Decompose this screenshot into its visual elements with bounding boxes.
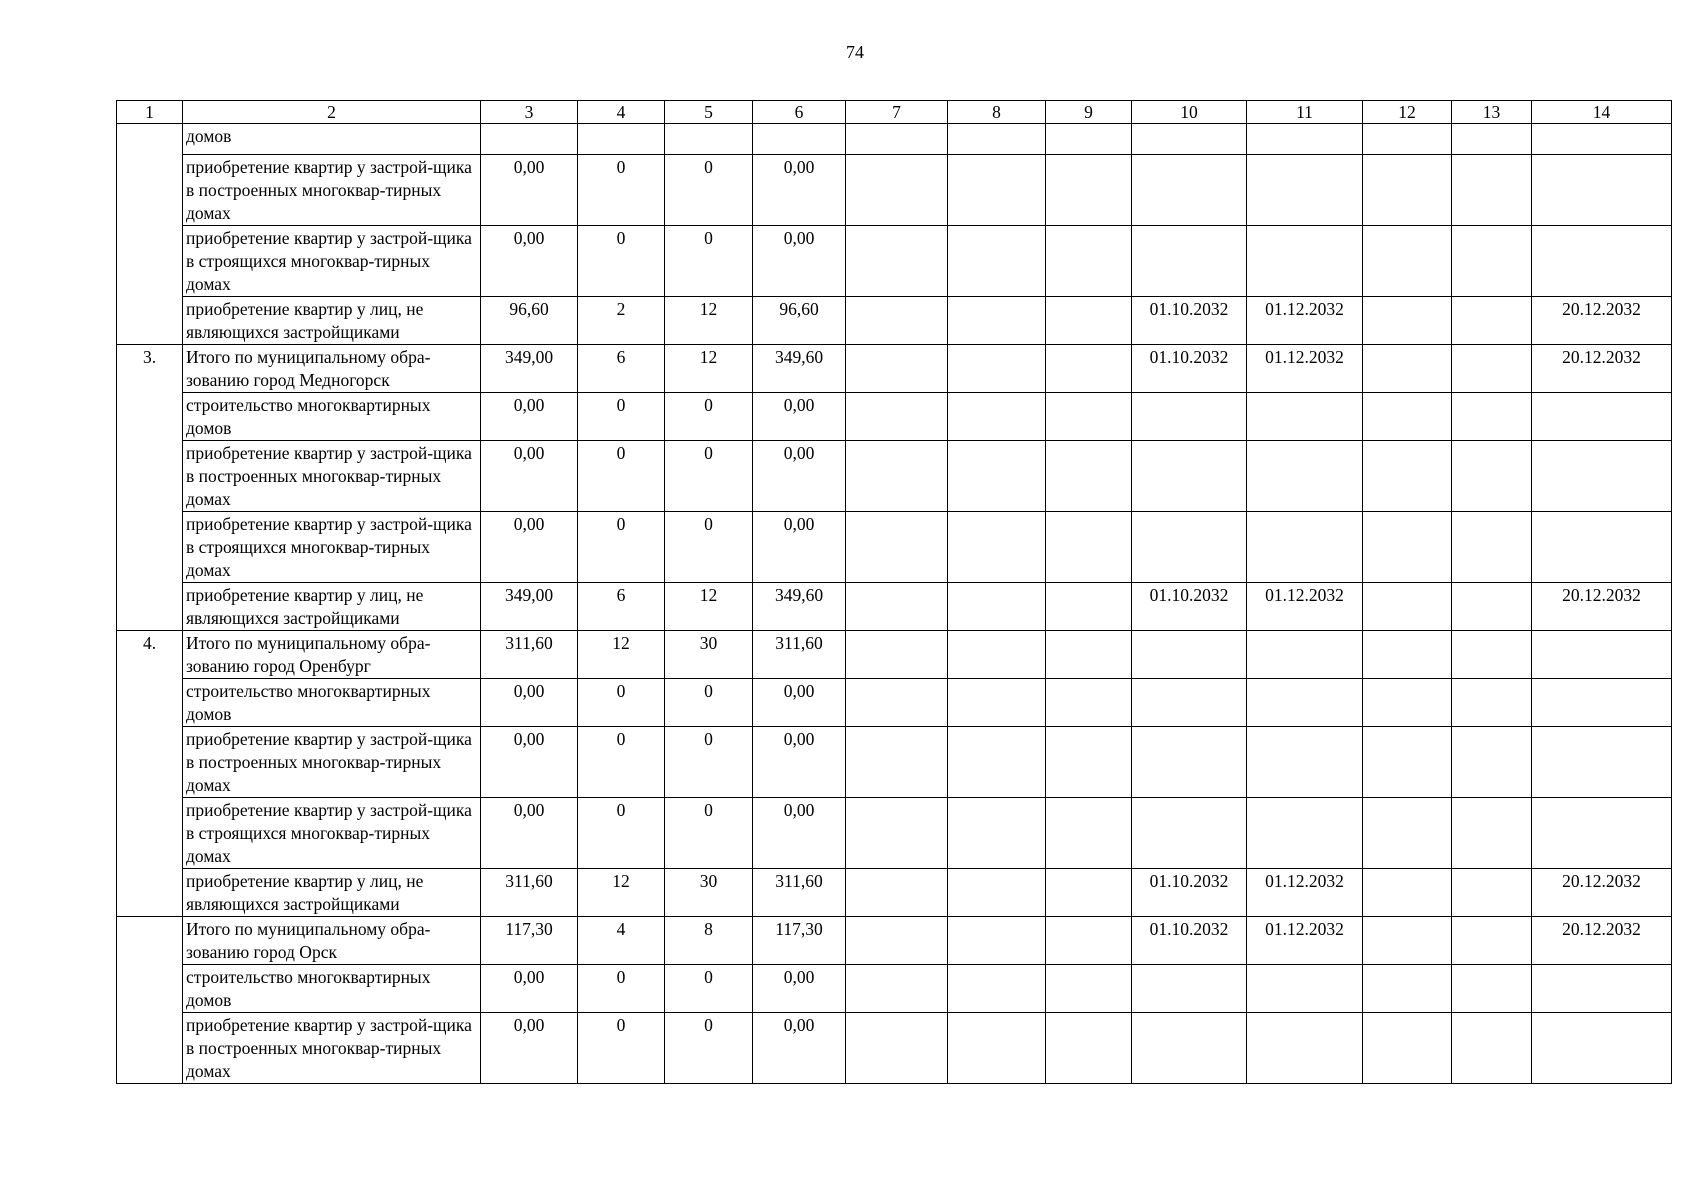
empty-cell	[1452, 583, 1532, 631]
count-cell: 0	[665, 965, 753, 1013]
count-cell: 0	[578, 965, 665, 1013]
date-cell: 01.10.2032	[1132, 583, 1247, 631]
count-cell: 6	[578, 583, 665, 631]
empty-cell	[1452, 441, 1532, 512]
count-cell: 12	[578, 869, 665, 917]
amount-cell	[753, 124, 846, 155]
column-header: 13	[1452, 101, 1532, 124]
empty-cell	[846, 869, 948, 917]
date-cell	[1532, 1013, 1672, 1084]
row-number-cell	[117, 917, 183, 1084]
column-number-row	[117, 101, 1672, 124]
empty-cell	[1452, 798, 1532, 869]
table-row	[117, 441, 1672, 512]
empty-cell	[1046, 631, 1132, 679]
count-cell: 0	[665, 798, 753, 869]
empty-cell	[1363, 124, 1452, 155]
date-cell	[1132, 1013, 1247, 1084]
empty-cell	[1046, 679, 1132, 727]
empty-cell	[1452, 869, 1532, 917]
description-cell: Итого по муниципальному обра-зованию город Оренбург	[183, 631, 481, 679]
empty-cell	[1363, 1013, 1452, 1084]
table-row	[117, 917, 1672, 965]
description-cell: домов	[183, 124, 481, 155]
description-cell: строительство многоквартирных домов	[183, 965, 481, 1013]
empty-cell	[1046, 155, 1132, 226]
empty-cell	[1046, 393, 1132, 441]
empty-cell	[1363, 345, 1452, 393]
empty-cell	[1046, 869, 1132, 917]
table-row	[117, 965, 1672, 1013]
amount-cell: 311,60	[753, 869, 846, 917]
empty-cell	[948, 155, 1046, 226]
table-row	[117, 297, 1672, 345]
date-cell: 20.12.2032	[1532, 297, 1672, 345]
date-cell	[1247, 965, 1363, 1013]
cost-cell: 0,00	[481, 798, 578, 869]
column-header: 1	[117, 101, 183, 124]
empty-cell	[1452, 393, 1532, 441]
amount-cell: 117,30	[753, 917, 846, 965]
empty-cell	[846, 965, 948, 1013]
empty-cell	[1363, 798, 1452, 869]
date-cell	[1132, 798, 1247, 869]
empty-cell	[1363, 679, 1452, 727]
amount-cell: 0,00	[753, 155, 846, 226]
count-cell: 0	[665, 1013, 753, 1084]
cost-cell: 0,00	[481, 512, 578, 583]
empty-cell	[948, 512, 1046, 583]
date-cell: 20.12.2032	[1532, 869, 1672, 917]
empty-cell	[1452, 965, 1532, 1013]
column-header: 5	[665, 101, 753, 124]
description-cell: приобретение квартир у застрой-щика в построенных многоквар-тирных домах	[183, 441, 481, 512]
date-cell: 01.10.2032	[1132, 297, 1247, 345]
empty-cell	[1452, 345, 1532, 393]
empty-cell	[948, 798, 1046, 869]
table-row	[117, 124, 1672, 155]
column-header: 11	[1247, 101, 1363, 124]
empty-cell	[1452, 226, 1532, 297]
empty-cell	[1046, 917, 1132, 965]
empty-cell	[948, 965, 1046, 1013]
empty-cell	[948, 441, 1046, 512]
description-cell: приобретение квартир у лиц, не являющихся застройщиками	[183, 869, 481, 917]
amount-cell: 96,60	[753, 297, 846, 345]
count-cell: 12	[665, 345, 753, 393]
date-cell	[1532, 631, 1672, 679]
count-cell: 4	[578, 917, 665, 965]
cost-cell: 0,00	[481, 1013, 578, 1084]
cost-cell	[481, 124, 578, 155]
cost-cell: 96,60	[481, 297, 578, 345]
empty-cell	[846, 727, 948, 798]
column-header: 12	[1363, 101, 1452, 124]
amount-cell: 0,00	[753, 1013, 846, 1084]
date-cell: 01.12.2032	[1247, 869, 1363, 917]
amount-cell: 0,00	[753, 226, 846, 297]
description-cell: приобретение квартир у лиц, не являющихся застройщиками	[183, 583, 481, 631]
empty-cell	[846, 1013, 948, 1084]
empty-cell	[1046, 965, 1132, 1013]
row-number-cell: 4.	[117, 631, 183, 917]
empty-cell	[1452, 631, 1532, 679]
empty-cell	[846, 512, 948, 583]
count-cell	[578, 124, 665, 155]
date-cell	[1247, 441, 1363, 512]
count-cell: 6	[578, 345, 665, 393]
date-cell	[1132, 155, 1247, 226]
empty-cell	[948, 124, 1046, 155]
empty-cell	[1046, 583, 1132, 631]
date-cell	[1247, 727, 1363, 798]
empty-cell	[948, 226, 1046, 297]
empty-cell	[1363, 226, 1452, 297]
column-header: 2	[183, 101, 481, 124]
count-cell: 12	[665, 583, 753, 631]
column-header: 14	[1532, 101, 1672, 124]
count-cell: 0	[665, 441, 753, 512]
table-row	[117, 631, 1672, 679]
empty-cell	[1363, 727, 1452, 798]
empty-cell	[948, 583, 1046, 631]
empty-cell	[1363, 631, 1452, 679]
date-cell: 01.12.2032	[1247, 345, 1363, 393]
description-cell: приобретение квартир у лиц, не являющихся застройщиками	[183, 297, 481, 345]
cost-cell: 0,00	[481, 727, 578, 798]
count-cell: 30	[665, 869, 753, 917]
date-cell: 01.10.2032	[1132, 869, 1247, 917]
date-cell	[1532, 798, 1672, 869]
description-cell: приобретение квартир у застрой-щика в строящихся многоквар-тирных домах	[183, 226, 481, 297]
count-cell: 0	[578, 512, 665, 583]
cost-cell: 349,00	[481, 345, 578, 393]
column-header: 8	[948, 101, 1046, 124]
amount-cell: 349,60	[753, 583, 846, 631]
empty-cell	[948, 631, 1046, 679]
empty-cell	[948, 679, 1046, 727]
date-cell	[1132, 441, 1247, 512]
count-cell: 0	[578, 226, 665, 297]
count-cell: 0	[578, 393, 665, 441]
empty-cell	[948, 1013, 1046, 1084]
amount-cell: 0,00	[753, 798, 846, 869]
table-row	[117, 798, 1672, 869]
empty-cell	[846, 917, 948, 965]
empty-cell	[1363, 965, 1452, 1013]
amount-cell: 0,00	[753, 727, 846, 798]
cost-cell: 0,00	[481, 393, 578, 441]
cost-cell: 0,00	[481, 155, 578, 226]
amount-cell: 0,00	[753, 441, 846, 512]
date-cell	[1532, 727, 1672, 798]
empty-cell	[846, 124, 948, 155]
empty-cell	[1363, 441, 1452, 512]
date-cell: 01.12.2032	[1247, 297, 1363, 345]
cost-cell: 311,60	[481, 869, 578, 917]
table-row	[117, 583, 1672, 631]
description-cell: строительство многоквартирных домов	[183, 679, 481, 727]
empty-cell	[846, 798, 948, 869]
count-cell: 0	[578, 798, 665, 869]
table-row	[117, 226, 1672, 297]
date-cell: 01.12.2032	[1247, 917, 1363, 965]
date-cell	[1132, 727, 1247, 798]
date-cell	[1532, 124, 1672, 155]
program-table	[116, 100, 1672, 1084]
cost-cell: 117,30	[481, 917, 578, 965]
count-cell: 12	[665, 297, 753, 345]
amount-cell: 311,60	[753, 631, 846, 679]
date-cell	[1247, 226, 1363, 297]
date-cell	[1532, 393, 1672, 441]
date-cell	[1132, 393, 1247, 441]
table-row	[117, 345, 1672, 393]
count-cell: 30	[665, 631, 753, 679]
amount-cell: 0,00	[753, 679, 846, 727]
amount-cell: 0,00	[753, 393, 846, 441]
empty-cell	[1046, 727, 1132, 798]
description-cell: приобретение квартир у застрой-щика в построенных многоквар-тирных домах	[183, 155, 481, 226]
date-cell	[1532, 965, 1672, 1013]
empty-cell	[948, 727, 1046, 798]
count-cell	[665, 124, 753, 155]
description-cell: приобретение квартир у застрой-щика в строящихся многоквар-тирных домах	[183, 512, 481, 583]
description-cell: приобретение квартир у застрой-щика в построенных многоквар-тирных домах	[183, 727, 481, 798]
empty-cell	[1452, 124, 1532, 155]
empty-cell	[846, 679, 948, 727]
date-cell: 20.12.2032	[1532, 583, 1672, 631]
empty-cell	[846, 297, 948, 345]
column-header: 10	[1132, 101, 1247, 124]
empty-cell	[948, 917, 1046, 965]
date-cell	[1247, 512, 1363, 583]
date-cell	[1132, 512, 1247, 583]
empty-cell	[1363, 393, 1452, 441]
cost-cell: 0,00	[481, 965, 578, 1013]
column-header: 3	[481, 101, 578, 124]
amount-cell: 0,00	[753, 512, 846, 583]
count-cell: 0	[665, 679, 753, 727]
column-header: 4	[578, 101, 665, 124]
count-cell: 0	[665, 727, 753, 798]
empty-cell	[1046, 124, 1132, 155]
empty-cell	[948, 869, 1046, 917]
empty-cell	[948, 345, 1046, 393]
cost-cell: 0,00	[481, 226, 578, 297]
empty-cell	[948, 297, 1046, 345]
date-cell: 01.10.2032	[1132, 917, 1247, 965]
date-cell	[1532, 512, 1672, 583]
description-cell: Итого по муниципальному обра-зованию город Медногорск	[183, 345, 481, 393]
empty-cell	[1046, 226, 1132, 297]
description-cell: приобретение квартир у застрой-щика в строящихся многоквар-тирных домах	[183, 798, 481, 869]
row-number-cell	[117, 124, 183, 345]
empty-cell	[846, 155, 948, 226]
count-cell: 0	[578, 441, 665, 512]
count-cell: 12	[578, 631, 665, 679]
date-cell	[1247, 679, 1363, 727]
empty-cell	[846, 345, 948, 393]
empty-cell	[948, 393, 1046, 441]
empty-cell	[1363, 917, 1452, 965]
date-cell	[1132, 226, 1247, 297]
empty-cell	[1046, 345, 1132, 393]
empty-cell	[1046, 441, 1132, 512]
count-cell: 0	[578, 679, 665, 727]
empty-cell	[846, 583, 948, 631]
empty-cell	[1363, 155, 1452, 226]
count-cell: 0	[665, 226, 753, 297]
page-number: 74	[846, 42, 864, 62]
count-cell: 0	[578, 155, 665, 226]
table-row	[117, 679, 1672, 727]
empty-cell	[846, 441, 948, 512]
empty-cell	[1452, 1013, 1532, 1084]
empty-cell	[846, 631, 948, 679]
date-cell: 01.10.2032	[1132, 345, 1247, 393]
empty-cell	[1046, 798, 1132, 869]
description-cell: приобретение квартир у застрой-щика в построенных многоквар-тирных домах	[183, 1013, 481, 1084]
date-cell: 20.12.2032	[1532, 345, 1672, 393]
date-cell	[1132, 124, 1247, 155]
empty-cell	[846, 393, 948, 441]
empty-cell	[846, 226, 948, 297]
date-cell	[1247, 798, 1363, 869]
date-cell	[1247, 124, 1363, 155]
cost-cell: 349,00	[481, 583, 578, 631]
column-header: 7	[846, 101, 948, 124]
count-cell: 0	[665, 512, 753, 583]
empty-cell	[1046, 297, 1132, 345]
date-cell	[1247, 393, 1363, 441]
table-row	[117, 869, 1672, 917]
table-row	[117, 512, 1672, 583]
description-cell: строительство многоквартирных домов	[183, 393, 481, 441]
date-cell	[1247, 155, 1363, 226]
empty-cell	[1452, 679, 1532, 727]
date-cell	[1532, 441, 1672, 512]
empty-cell	[1046, 1013, 1132, 1084]
row-number-cell: 3.	[117, 345, 183, 631]
count-cell: 0	[578, 1013, 665, 1084]
empty-cell	[1452, 297, 1532, 345]
date-cell: 01.12.2032	[1247, 583, 1363, 631]
empty-cell	[1363, 512, 1452, 583]
date-cell	[1132, 631, 1247, 679]
count-cell: 0	[665, 393, 753, 441]
empty-cell	[1452, 155, 1532, 226]
empty-cell	[1363, 583, 1452, 631]
table-row	[117, 155, 1672, 226]
date-cell	[1247, 631, 1363, 679]
date-cell	[1132, 679, 1247, 727]
amount-cell: 0,00	[753, 965, 846, 1013]
description-cell: Итого по муниципальному обра-зованию город Орск	[183, 917, 481, 965]
date-cell	[1247, 1013, 1363, 1084]
count-cell: 0	[665, 155, 753, 226]
date-cell	[1532, 226, 1672, 297]
column-header: 6	[753, 101, 846, 124]
table-row	[117, 1013, 1672, 1084]
date-cell: 20.12.2032	[1532, 917, 1672, 965]
date-cell	[1532, 679, 1672, 727]
cost-cell: 0,00	[481, 441, 578, 512]
cost-cell: 0,00	[481, 679, 578, 727]
empty-cell	[1363, 297, 1452, 345]
amount-cell: 349,60	[753, 345, 846, 393]
empty-cell	[1363, 869, 1452, 917]
empty-cell	[1452, 512, 1532, 583]
empty-cell	[1046, 512, 1132, 583]
date-cell	[1532, 155, 1672, 226]
count-cell: 0	[578, 727, 665, 798]
cost-cell: 311,60	[481, 631, 578, 679]
count-cell: 2	[578, 297, 665, 345]
table-row	[117, 393, 1672, 441]
empty-cell	[1452, 727, 1532, 798]
table-row	[117, 727, 1672, 798]
count-cell: 8	[665, 917, 753, 965]
empty-cell	[1452, 917, 1532, 965]
column-header: 9	[1046, 101, 1132, 124]
date-cell	[1132, 965, 1247, 1013]
